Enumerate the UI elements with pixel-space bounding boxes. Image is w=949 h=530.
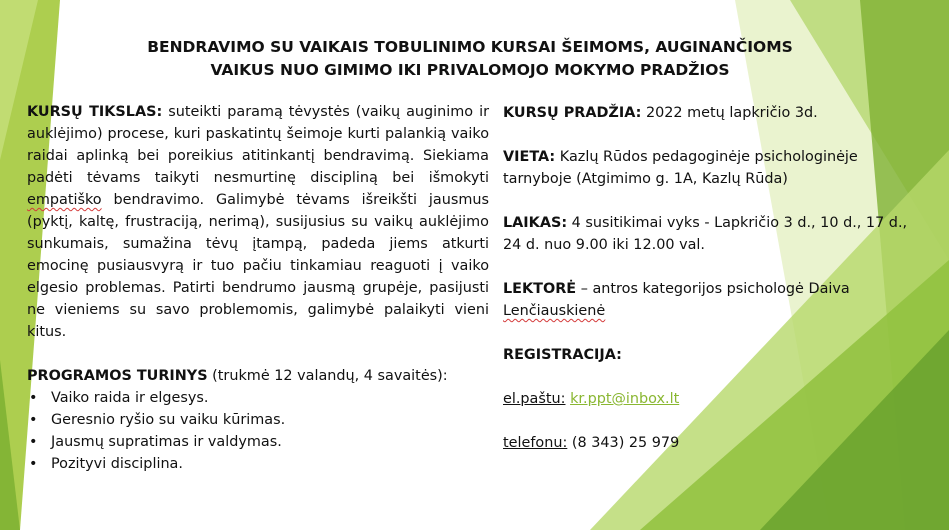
program-heading: [27, 365, 489, 387]
list-item: • Geresnio ryšio su vaiku kūrimas.: [27, 409, 489, 431]
goal-label: KURSŲ TIKSLAS:: [27, 104, 163, 120]
phone-label: telefonu:: [503, 435, 568, 451]
goal-text-2: bendravimo. Galimybė tėvams išreikšti jausmus (pyktį, kaltę, frustraciją, nerimą), susijusius su vaikų auklėjimo sunkumais, sumažina tėvų įtampą, padeda jiems atkurti emocinę pusiausvyrą ir tuo pačiu tinkamiau reaguoti į vaiko elgesio problemas. Patirti bendrumo jausmą grupėje, pasijusti ne vieniems su savo problemomis, galimybė palaikyti vieni kitus.: [27, 192, 489, 340]
program-list: [27, 387, 489, 475]
phone-line: [503, 432, 923, 454]
time-value: 4 susitikimai vyks - Lapkričio 3 d., 10 d., 17 d., 24 d. nuo 9.00 iki 12.00 val.: [503, 215, 908, 253]
time-line: [503, 212, 923, 256]
right-column: [503, 102, 923, 454]
venue-line: [503, 146, 923, 190]
lecturer-line: [503, 278, 923, 322]
registration-label: REGISTRACIJA:: [503, 347, 622, 363]
email-label: el.paštu:: [503, 391, 566, 407]
phone-value: (8 343) 25 979: [567, 435, 680, 451]
list-item: • Pozityvi disciplina.: [27, 453, 489, 475]
start-line: [503, 102, 923, 124]
list-item: • Vaiko raida ir elgesys.: [27, 387, 489, 409]
registration-heading: [503, 344, 923, 366]
email-link[interactable]: kr.ppt@inbox.lt: [570, 391, 680, 407]
title-line-2: VAIKUS NUO GIMIMO IKI PRIVALOMOJO MOKYMO PRADŽIOS: [210, 61, 730, 79]
program-label: PROGRAMOS TURINYS: [27, 368, 208, 384]
goal-paragraph: [27, 101, 489, 343]
start-value: 2022 metų lapkričio 3d.: [641, 105, 818, 121]
program-note: (trukmė 12 valandų, 4 savaitės):: [207, 368, 448, 384]
title-line-1: BENDRAVIMO SU VAIKAIS TOBULINIMO KURSAI ŠEIMOMS, AUGINANČIOMS: [147, 38, 793, 56]
start-label: KURSŲ PRADŽIA:: [503, 105, 642, 121]
venue-value: Kazlų Rūdos pedagoginėje psichologinėje tarnyboje (Atgimimo g. 1A, Kazlų Rūda): [503, 149, 858, 187]
goal-text-1: suteikti paramą tėvystės (vaikų auginimo ir auklėjimo) procese, kuri paskatintų šeimoje kurti palankią vaiko raidai aplinką bei poreikius atitinkantį bendravimą. Siekiama padėti tėvams taikyti nesmurtinę discipliną bei išmokyti: [27, 104, 489, 186]
lecturer-surname: Lenčiauskienė: [503, 303, 606, 319]
page-title: [100, 36, 840, 82]
lecturer-value: – antros kategorijos psichologė Daiva: [576, 281, 850, 297]
venue-label: VIETA:: [503, 149, 556, 165]
goal-word-empatisko: empatiško: [27, 192, 102, 208]
left-column: [27, 101, 489, 475]
time-label: LAIKAS:: [503, 215, 568, 231]
list-item: • Jausmų supratimas ir valdymas.: [27, 431, 489, 453]
lecturer-label: LEKTORĖ: [503, 281, 577, 297]
email-line: [503, 388, 923, 410]
